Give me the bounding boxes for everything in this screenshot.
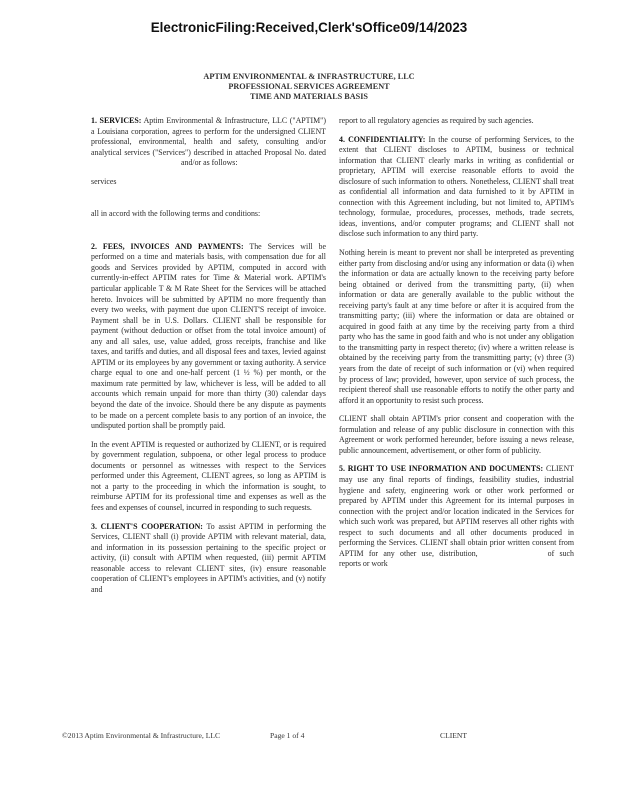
section-cooperation [91, 522, 326, 596]
section-body: To assist APTIM in performing the Services, CLIENT shall (i) provide APTIM with relevant material, data, and information in its possession pertaining to the specific project or activity, (ii) consult with APTIM when requested, (iii) permit APTIM reasonable access to relevant CLIENT sites, (iv) ensure reasonable cooperation of CLIENT's employees in APTIM's activities, and (v) notify and [91, 521, 326, 594]
company-name: APTIM ENVIRONMENTAL & INFRASTRUCTURE, LLC [203, 72, 415, 81]
section-body: CLIENT may use any final reports of findings, feasibility studies, industrial hygiene and safety, engineering work or other work performed or prepared by APTIM under this Agreement for its internal purposes in connection with the project and/or location indicated in the Services for which such work was prepared, but APTIM reserves all other rights with respect to such documents and all other documents produced in performing the Services. CLIENT shall obtain prior written consent from APTIM for any other use, distribution, [339, 464, 574, 558]
electronic-filing-stamp: ElectronicFiling:Received,Clerk'sOffice09/14/2023 [150, 20, 468, 35]
footer-copyright: ©2013 Aptim Environmental & Infrastructure, LLC [62, 731, 221, 740]
section-heading: 3. CLIENT'S COOPERATION: [91, 521, 203, 531]
right-column [339, 116, 574, 578]
section-body-tail: of such reports or work [339, 548, 574, 569]
document-header [0, 72, 618, 102]
section-heading: 2. FEES, INVOICES AND PAYMENTS: [91, 241, 244, 251]
section-confidentiality-paragraph-2: Nothing herein is meant to prevent nor shall be interpreted as preventing either party from disclosing and/or using any information or data (i) when the information or data are actually known to the receiving party before being obtained or derived from the transmitting party, (ii) when information or data are generally available to the public without the receiving party's fault at any time before or after it is acquired from the transmitting party; (iii) where the information or data are obtained or acquired in good faith at any time by the receiving party from a third party who has the same in good faith and who is not under any obligation to the transmitting party in respect thereto; (iv) where a written release is obtained by the receiving party from the transmitting party; (v) three (3) years from the date of receipt of such information or (vi) when required by process of law; provided, however, upon service of such process, the recipient thereof shall use reasonable efforts to notify the other party and afford it an opportunity to resist such process. [339, 248, 574, 405]
agreement-title: PROFESSIONAL SERVICES AGREEMENT [228, 82, 390, 91]
section-right-to-use [339, 464, 574, 569]
cooperation-continued: report to all regulatory agencies as required by such agencies. [339, 116, 534, 125]
footer-page-number: Page 1 of 4 [270, 731, 305, 740]
section-fees [91, 242, 326, 432]
section-heading: 5. RIGHT TO USE INFORMATION AND DOCUMENTS: [339, 464, 544, 474]
section-body: Aptim Environmental & Infrastructure, LLC ("APTIM") a Louisiana corporation, agrees to perform for the undersigned CLIENT professional, environmental, health and safety, consulting and/or analytical services ("Services") described in attached Proposal No. dated [91, 116, 326, 157]
section-body: The Services will be performed on a time and materials basis, with compensation due for all goods and Services provided by APTIM, computed in accord with currently-in-effect APTIM rates for Time & Material work. APTIM's particular applicable T & M Rate Sheet for the Services will be attached hereto. Invoices will be submitted by APTIM no more frequently than every two weeks, with payment due upon CLIENT'S receipt of invoice. Payment shall be in U.S. Dollars. CLIENT shall be responsible for payment (without deduction or offset from the total invoice amount) of any and all sales, use, value added, gross receipts, franchise and like taxes, and tariffs and duties, and all disposal fees and taxes, levied against APTIM or its employees by any government or taxing authority. A service charge equal to one and one-half percent (1 ½ %) per month, or the maximum rate permitted by law, whichever is less, will be added to all accounts which remain unpaid for more than thirty (30) calendar days beyond the date of the invoice. Should there be any dispute as payments to be made on a percent complete basis to any portion of an invoice, the undisputed portion shall be promptly paid. [91, 241, 326, 431]
section-heading: 4. CONFIDENTIALITY: [339, 134, 426, 144]
section-heading: 1. SERVICES: [91, 116, 142, 125]
section-services [91, 116, 326, 169]
section-confidentiality-paragraph-3: CLIENT shall obtain APTIM's prior consent and cooperation with the formulation and release of any public disclosure in connection with this Agreement or work performed hereunder, before issuing a news release, public announcement, advertisement, or other form of publicity. [339, 414, 574, 455]
services-line: services [91, 176, 117, 186]
section-confidentiality [339, 135, 574, 240]
section-body-tail: and/or as follows: [181, 158, 238, 168]
terms-accord-line: all in accord with the following terms and conditions: [91, 209, 261, 219]
section-fees-paragraph-2: In the event APTIM is requested or authorized by CLIENT, or is required by government regulation, subpoena, or other legal process to produce documents or personnel as witnesses with respect to the Services performed under this Agreement, CLIENT agrees, so long as APTIM is not a party to the proceeding in which the information is sought, to reimburse APTIM for its professional time and expenses as well as the fees and expenses of counsel, incurred in responding to such requests. [91, 439, 326, 512]
agreement-subtitle: TIME AND MATERIALS BASIS [250, 92, 368, 101]
section-body: In the course of performing Services, to the extent that CLIENT discloses to APTIM, business or technical information that CLIENT clearly marks in writing as confidential or proprietary, APTIM will exercise reasonable efforts to avoid the disclosure of such information to others. Nonetheless, CLIENT shall treat as confidential all information and data furnished to it by APTIM in connection with this Agreement including, but not limited to, APTIM's technology, formulae, procedures, processes, methods, trade secrets, ideas, inventions, and/or computer programs; and CLIENT shall not disclose such information to any third party. [339, 134, 574, 239]
left-column [91, 116, 326, 603]
footer-client-initials: CLIENT [440, 731, 467, 740]
